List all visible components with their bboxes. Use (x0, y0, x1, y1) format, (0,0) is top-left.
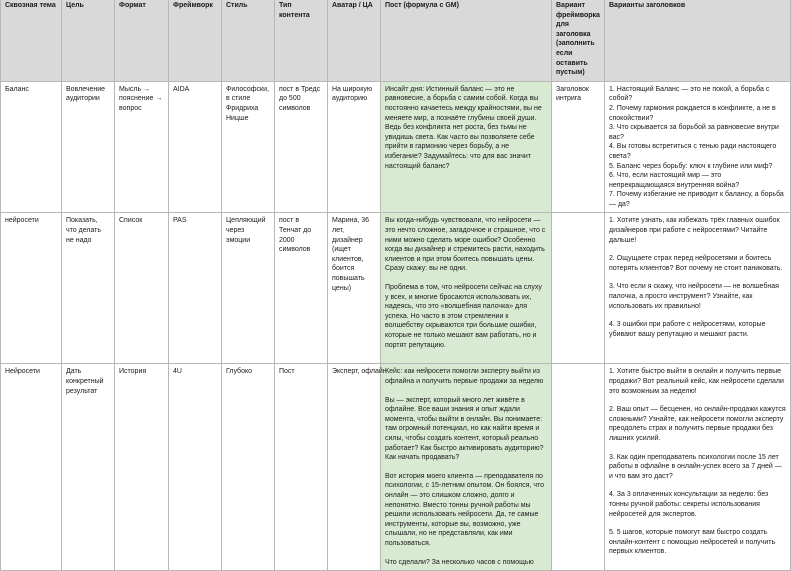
headlines-cell[interactable] (605, 213, 791, 364)
post-paragraph: Кейс: как нейросети помогли эксперту выйти из офлайна и получить первые продажи за неделю (385, 368, 544, 386)
headline-item: 2. Почему гармония рождается в конфликте, а не в спокойствии? (609, 104, 776, 122)
style-cell[interactable]: Глубоко (222, 364, 275, 571)
framework-cell[interactable]: AIDA (169, 81, 222, 213)
headlines-cell[interactable] (605, 81, 791, 213)
post-cell[interactable] (381, 364, 552, 571)
style-cell[interactable]: Цепляющий через эмоции (222, 213, 275, 364)
table-row (1, 213, 791, 364)
header-row (1, 0, 791, 81)
header-cell[interactable]: Аватар / ЦА (328, 0, 381, 81)
header-cell[interactable]: Пост (формула с GM) (381, 0, 552, 81)
avatar-cell[interactable]: Эксперт, офлайн (328, 364, 381, 571)
headline-item: 1. Настоящий Баланс — это не покой, а борьба с собой? (609, 85, 770, 103)
avatar-cell[interactable]: На широкую аудиторию (328, 81, 381, 213)
style-cell[interactable]: Философски, в стиле Фридриха Ницше (222, 81, 275, 213)
headline-item: 4. 3 ошибки при работе с нейросетями, которые убивают вашу репутацию и мешают расти. (609, 321, 766, 338)
headline-item: 4. Вы готовы встретиться с тенью ради настоящего света? (609, 143, 777, 160)
header-cell[interactable]: Тип контента (275, 0, 328, 81)
headline-item: 6. Что, если настоящий мир — это непрекращающаяся внутренняя война? (609, 172, 740, 189)
headline-item: 5. Баланс через борьбу: ключ к глубине или миф? (609, 162, 773, 170)
post-paragraph: Что сделали? За несколько часов с помощью (385, 558, 534, 566)
headline-item: 4. За 3 оплаченных консультации за неделю: без тонны ручной работы: секреты использования нейросетей для экспертов. (609, 491, 769, 518)
post-paragraph: Вот история моего клиента — преподавателя по психологии, с 15-летним опытом. Он боялся, что онлайн — это слишком сложно, долго и непонятно. Вместо тонны ручной работы мы решили использовать нейросети. Да, те самые инструменты, которые вы, возможно, уже слышали, но не представляли, как ими пользоваться. (385, 472, 545, 547)
post-paragraph: Проблема в том, что нейросети сейчас на слуху у всех, и многие бросаются использовать их, надеясь, что это «волшебная палочка» для успеха. Но часто в этом стремлении к волшебству скрываются три большие ошибки, которые не только мешают вам работать, но и портят репутацию. (385, 284, 542, 349)
variant-cell[interactable] (552, 364, 605, 571)
headline-item: 7. Почему избегание не приводит к балансу, а борьба — да? (609, 191, 784, 208)
header-cell[interactable]: Стиль (222, 0, 275, 81)
format-cell[interactable]: Мысль → пояснение → вопрос (115, 81, 169, 213)
format-cell[interactable]: Список (115, 213, 169, 364)
topic-cell[interactable]: Нейросети (1, 364, 62, 571)
variant-cell[interactable]: Заголовок интрига (552, 81, 605, 213)
variant-cell[interactable] (552, 213, 605, 364)
headlines-cell[interactable] (605, 364, 791, 571)
goal-cell[interactable]: Дать конкретный результат (62, 364, 115, 571)
topic-cell[interactable]: нейросети (1, 213, 62, 364)
goal-cell[interactable]: Вовлечение аудитории (62, 81, 115, 213)
topic-cell[interactable]: Баланс (1, 81, 62, 213)
format-cell[interactable]: История (115, 364, 169, 571)
content-type-cell[interactable]: пост в Тредс до 500 символов (275, 81, 328, 213)
headline-item: 2. Ваш опыт — бесценен, но онлайн-продажи кажутся сложными? Узнайте, как нейросети помогли эксперту преодолеть страх и получить первые продажи без лишних усилий. (609, 406, 786, 443)
header-cell[interactable]: Формат (115, 0, 169, 81)
headline-item: 2. Ощущаете страх перед нейросетями и боитесь потерять клиентов? Вот почему не стоит паниковать. (609, 255, 783, 272)
headline-item: 5. 5 шагов, которые помогут вам быстро создать онлайн-контент с помощью нейросетей и получить первых клиентов. (609, 529, 776, 556)
post-paragraph: Вы — эксперт, который много лет живёте в офлайне. Все ваши знания и опыт ждали момента, чтобы выйти в онлайн. Вы понимаете: там огромный потенциал, но как найти время и силы, чтобы создать контент, который реально работает? Как быстро активировать аудиторию? Как начать продавать? (385, 396, 544, 462)
post-cell[interactable] (381, 81, 552, 213)
headline-item: 3. Как один преподаватель психологии после 15 лет работы в офлайне в онлайн-успех всего за 7 дней — и что вам это даст? (609, 453, 782, 480)
goal-cell[interactable]: Показать, что делать не надо (62, 213, 115, 364)
header-cell[interactable]: Сквозная тема (1, 0, 62, 81)
table-row (1, 364, 791, 571)
header-cell[interactable]: Вариант фреймворка для заголовка (заполнить если оставить пустым) (552, 0, 605, 81)
content-type-cell[interactable]: Пост (275, 364, 328, 571)
content-type-cell[interactable]: пост в Тенчат до 2000 символов (275, 213, 328, 364)
framework-cell[interactable]: PAS (169, 213, 222, 364)
post-paragraph: Инсайт дня: Истинный баланс — это не равновесие, а борьба с самим собой. Когда вы постоянно качаетесь между крайностями, вы не меняете мир, а познаёте глубины своей души. Ведь без конфликта нет роста, без тьмы не увидишь света. Как часто вы позволяете себе прийти в гармонию через борьбу, а не избегание? Задумайтесь: что для вас значит настоящий баланс? (385, 85, 542, 170)
header-cell[interactable]: Цель (62, 0, 115, 81)
post-paragraph: Вы когда-нибудь чувствовали, что нейросети — это нечто сложное, загадочное и страшное, что с ними можно сделать море ошибок? Особенно когда вы дизайнер и стремитесь расти, находить клиентов и при этом боитесь повышать цены. Сразу скажу: вы не одни. (385, 217, 546, 273)
header-cell[interactable]: Фреймворк (169, 0, 222, 81)
headline-item: 3. Что скрывается за борьбой за равновесие внутри вас? (609, 124, 779, 141)
avatar-cell[interactable]: Марина, 36 лет, дизайнер (ищет клиентов, боится повышать цены) (328, 213, 381, 364)
headline-item: 1. Хотите узнать, как избежать трёх главных ошибок дизайнеров при работе с нейросетями? Читайте дальше! (609, 217, 780, 244)
headline-item: 1. Хотите быстро выйти в онлайн и получить первые продажи? Вот реальный кейс, как нейросети сделали это возможным за неделю! (609, 368, 784, 395)
framework-cell[interactable]: 4U (169, 364, 222, 571)
post-cell[interactable] (381, 213, 552, 364)
header-cell[interactable]: Варианты заголовков (605, 0, 791, 81)
headline-item: 3. Что если я скажу, что нейросети — не волшебная палочка, а просто инструмент? Узнайте, как использовать их правильно! (609, 283, 779, 310)
table-row (1, 81, 791, 213)
